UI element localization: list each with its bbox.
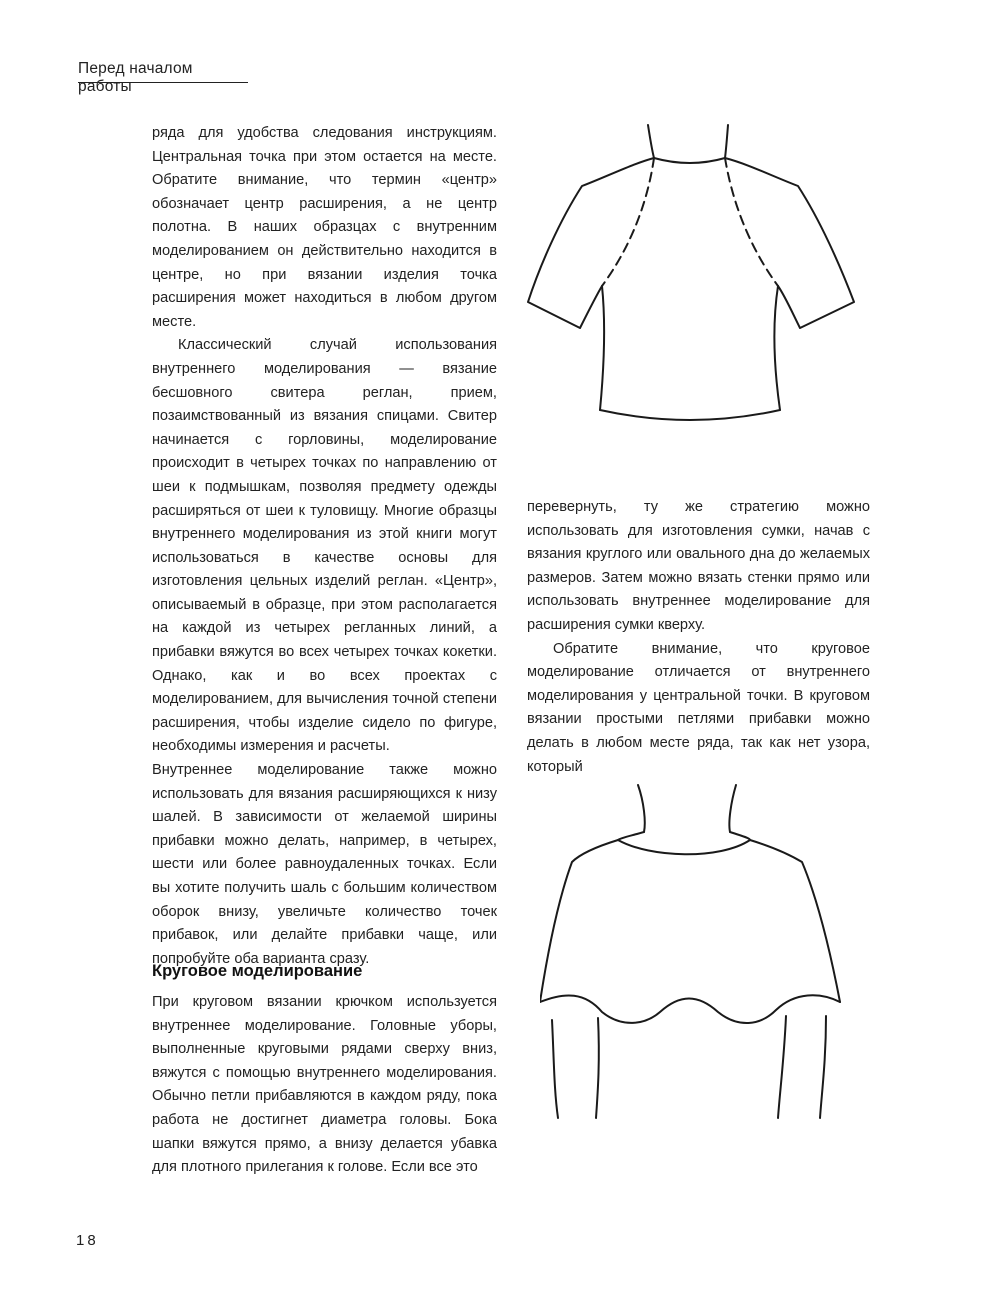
right-arm-outer [820, 1016, 826, 1118]
scalloped-hem [540, 995, 840, 1023]
paragraph: перевернуть, ту же стратегию можно использовать для изготовления сумки, начав с вязания круглого или овального дна до желаемых размеров. Затем можно вязать стенки прямо или использовать внутреннее моделирование для расширения сумки кверху. [527, 499, 870, 633]
running-header: Перед началом работы [78, 60, 193, 95]
paragraph: ряда для удобства следования инструкциям. Центральная точка при этом остается на месте. Обратите внимание, что термин «центр» обозначает центр расширения, а не центр полотна. В наших образцах с внутренним моделированием он действительно находится в центре, но при вязании изделия точка расширения может находиться в любом другом месте. [152, 125, 497, 330]
neck-left-line [638, 785, 645, 832]
section-heading: Круговое моделирование [152, 962, 363, 980]
neck-right-line [729, 785, 736, 832]
right-sleeve-outline [725, 158, 854, 328]
capelet-left-edge [540, 840, 618, 1002]
left-arm-outer [552, 1020, 558, 1118]
left-arm-inner [596, 1018, 599, 1118]
capelet-right-edge [750, 840, 840, 1002]
header-rule [78, 82, 248, 83]
left-column-top [152, 122, 497, 971]
raglan-line-right [725, 158, 778, 286]
neck-left-line [648, 125, 654, 158]
collar-line [618, 840, 750, 854]
paragraph: Внутреннее моделирование также можно использовать для вязания расширяющихся к низу шалей. В зависимости от желаемой ширины прибавки можно делать, например, в четырех, шести или более равноудаленных точках. Если вы хотите получить шаль с большим количеством оборок внизу, увеличьте количество точек прибавок, или делайте прибавки чаще, или попробуйте оба варианта сразу. [152, 762, 497, 967]
paragraph: Классический случай использования внутреннего моделирования — вязание бесшовного свитера реглан, прием, позаимствованный из вязания спицами. Свитер начинается с горловины, моделирование происходит в четырех точках по направлению от шеи к подмышкам, позволяя предмету одежды расширяться от шеи к туловищу. Многие образцы внутреннего моделирования из этой книги могут использоваться в качестве основы для изготовления цельных изделий реглан. «Центр», описываемый в образце, при этом располагается на каждой из четырех регланных линий, а прибавки вяжутся во всех четырех точках кокетки. Однако, как и во всех проектах с моделированием, для вычисления точной степени расширения, чтобы изделие сидело по фигуре, необходимы измерения и расчеты. [152, 337, 497, 755]
raglan-sweater-illustration [520, 120, 880, 460]
left-shoulder [618, 832, 644, 840]
left-sleeve-outline [528, 158, 654, 328]
right-column [527, 496, 870, 779]
right-shoulder [730, 832, 750, 840]
hem-line [600, 410, 780, 420]
raglan-line-left [602, 158, 654, 286]
collar-line [654, 158, 725, 163]
page-number: 18 [76, 1232, 99, 1249]
left-column-bottom [152, 991, 497, 1180]
poncho-capelet-illustration [540, 780, 880, 1125]
paragraph: При круговом вязании крючком используется внутреннее моделирование. Головные уборы, выполненные круговыми рядами сверху вниз, вяжутся с помощью внутреннего моделирования. Обычно петли прибавляются в каждом ряду, пока работа не достигнет диаметра головы. Бока шапки вяжутся прямо, а внизу делается убавка для плотного прилегания к голове. Если все это [152, 994, 497, 1176]
paragraph: Обратите внимание, что круговое моделирование отличается от внутреннего моделирования у центральной точки. В круговом вязании простыми петлями прибавки можно делать в любом месте ряда, так как нет узора, который [527, 640, 870, 775]
body-left-side [600, 286, 604, 410]
right-arm-inner [778, 1016, 786, 1118]
body-right-side [774, 286, 780, 410]
neck-right-line [725, 125, 728, 158]
